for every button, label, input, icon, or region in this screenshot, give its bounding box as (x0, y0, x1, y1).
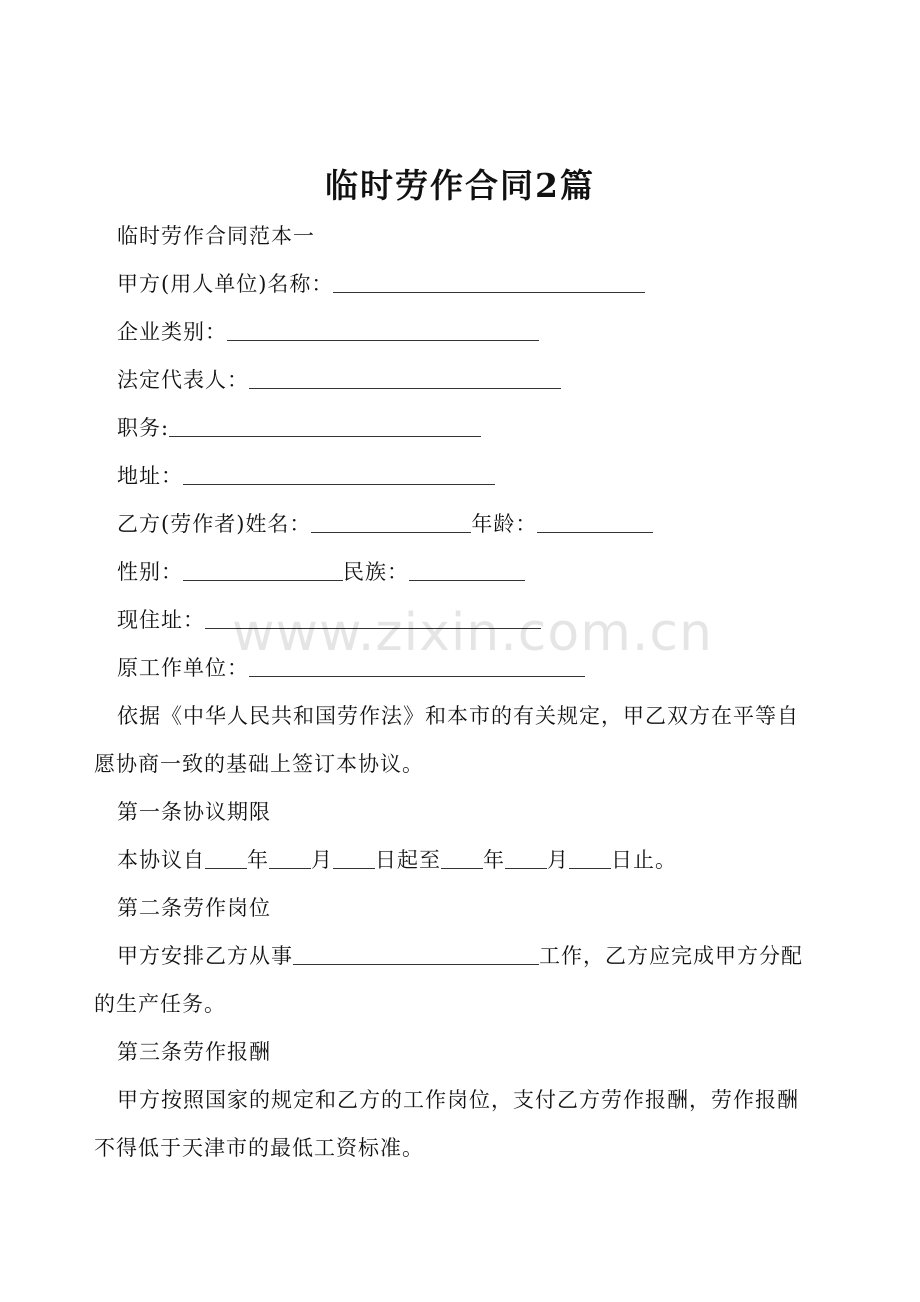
term-text: 月 (547, 848, 569, 872)
paragraph-text: 甲方安排乙方从事 (117, 944, 293, 968)
former-employer-row (117, 653, 585, 683)
term-row (117, 845, 677, 875)
field-label: 甲方(用人单位)名称： (117, 272, 334, 296)
blank-line (293, 944, 539, 965)
article-heading: 第三条劳作报酬 (117, 1040, 271, 1064)
paragraph-line: 的生产任务。 (94, 992, 226, 1016)
field-label: 乙方(劳作者)姓名： (117, 512, 312, 536)
field-label: 企业类别： (117, 320, 227, 344)
blank-line (249, 368, 561, 389)
blank-line (441, 848, 483, 869)
blank-line (169, 416, 481, 437)
section-heading: 临时劳作合同范本一 (117, 224, 315, 248)
blank-line (183, 464, 495, 485)
field-label: 法定代表人： (117, 368, 249, 392)
blank-line (569, 848, 611, 869)
blank-line (333, 272, 645, 293)
current-address-row (117, 605, 541, 635)
field-label: 性别： (117, 560, 183, 584)
field-label: 职务: (117, 416, 170, 440)
article-heading: 第一条协议期限 (117, 800, 271, 824)
term-text: 日止。 (611, 848, 677, 872)
address-row (117, 461, 495, 491)
paragraph-line: 愿协商一致的基础上签订本协议。 (94, 752, 424, 776)
blank-line (269, 848, 311, 869)
party-a-name-row (117, 269, 645, 299)
field-label: 原工作单位： (117, 656, 249, 680)
paragraph-text: 工作，乙方应完成甲方分配 (539, 944, 803, 968)
term-text: 本协议自 (117, 848, 205, 872)
blank-line (205, 848, 247, 869)
field-label: 地址： (117, 464, 183, 488)
term-text: 年 (247, 848, 269, 872)
paragraph-line: 依据《中华人民共和国劳作法》和本市的有关规定，甲乙双方在平等自 (117, 704, 799, 728)
field-label: 年龄： (471, 512, 538, 536)
legal-rep-row (117, 365, 561, 395)
watermark: www.zixin.com.cn (232, 603, 713, 663)
blank-line (249, 656, 585, 677)
party-b-name-row (117, 509, 653, 539)
blank-line (227, 320, 539, 341)
position-row (117, 413, 481, 443)
paragraph-line (117, 941, 803, 971)
field-label: 现住址： (117, 608, 205, 632)
blank-line (333, 848, 375, 869)
paragraph-line: 不得低于天津市的最低工资标准。 (94, 1136, 424, 1160)
term-text: 月 (311, 848, 333, 872)
term-text: 年 (483, 848, 505, 872)
gender-ethnicity-row (117, 557, 525, 587)
document-title: 临时劳作合同2篇 (325, 166, 595, 205)
field-label: 民族： (343, 560, 409, 584)
article-heading: 第二条劳作岗位 (117, 896, 271, 920)
blank-line (537, 512, 653, 533)
term-text: 日起至 (375, 848, 441, 872)
company-type-row (117, 317, 539, 347)
blank-line (311, 512, 471, 533)
blank-line (183, 560, 343, 581)
paragraph-line: 甲方按照国家的规定和乙方的工作岗位，支付乙方劳作报酬，劳作报酬 (117, 1088, 799, 1112)
blank-line (205, 608, 541, 629)
blank-line (409, 560, 525, 581)
blank-line (505, 848, 547, 869)
